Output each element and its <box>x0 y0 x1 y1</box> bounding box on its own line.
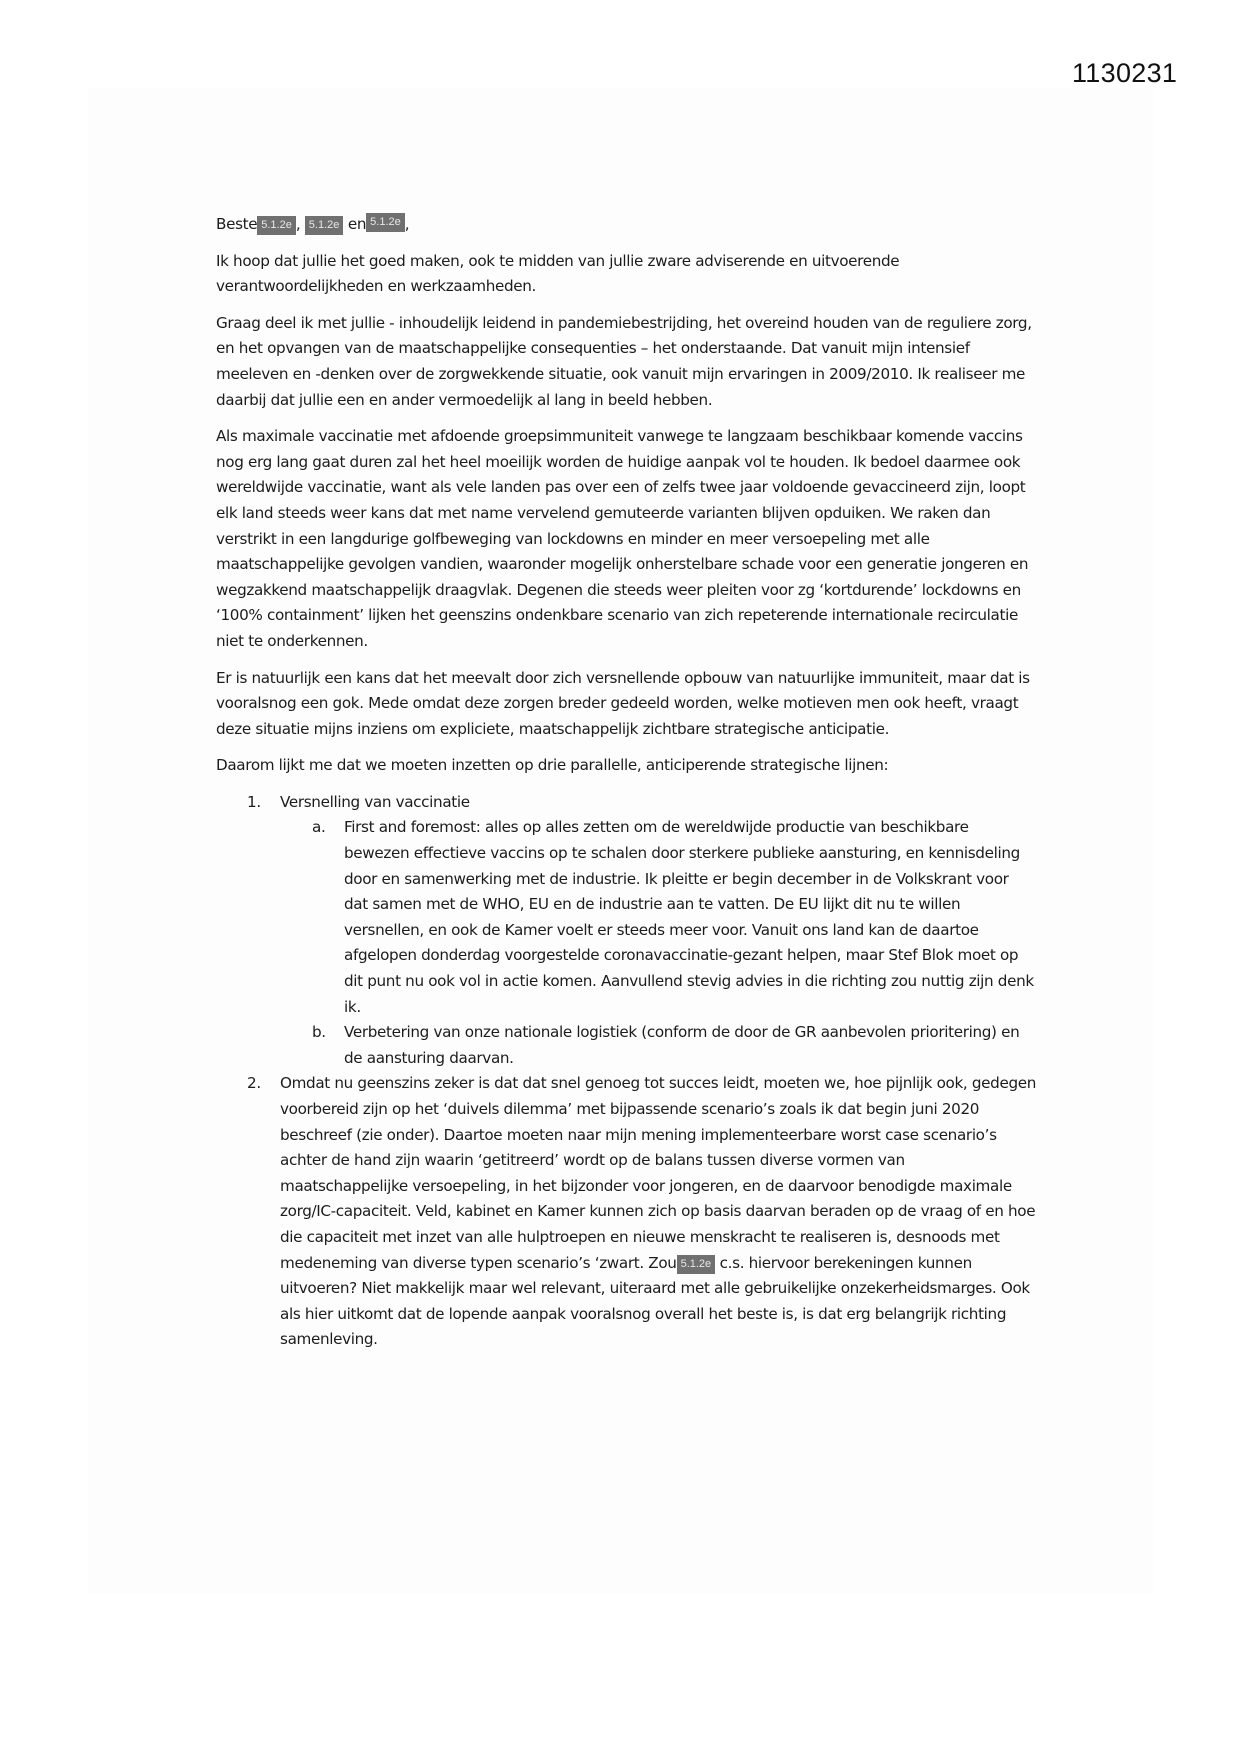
salutation-end: , <box>404 215 410 233</box>
list-item <box>216 1071 1036 1353</box>
paragraph: Daarom lijkt me dat we moeten inzetten op drie parallelle, anticiperende strategische lijnen: <box>216 756 889 775</box>
salutation-separator: , <box>295 215 301 233</box>
letter-body <box>216 212 1036 1353</box>
sub-list-item <box>280 1020 1036 1071</box>
paragraph: Als maximale vaccinatie met afdoende groepsimmuniteit vanwege te langzaam beschikbaar komende vaccins nog erg lang gaat duren zal het heel moeilijk worden de huidige aanpak vol te houden. Ik bedoel daarmee ook wereldwijde vaccinatie, want als vele landen pas over een of zelfs twee jaar voldoende gevaccineerd zijn, loopt elk land steeds weer kans dat met name vervelend gemuteerde varianten blijven opduiken. We raken dan verstrikt in een langdurige golfbeweging van lockdowns en minder en meer versoepeling met alle maatschappelijke gevolgen vandien, waaronder mogelijk onherstelbare schade voor een generatie jongeren en wegzakkend maatschappelijk draagvlak. Degenen die steeds weer pleiten voor zg ‘kortdurende’ lockdowns en ‘100% containment’ lijken het geenszins ondenkbare scenario van zich repeterende internationale recirculatie niet te onderkennen. <box>216 427 1029 650</box>
list-text-before: Omdat nu geenszins zeker is dat dat snel genoeg tot succes leidt, moeten we, hoe pijnlijk ook, gedegen voorbereid zijn op het ‘duivels dilemma’ met bijpassende scenario’s zoals ik dat begin juni 2020 beschreef (zie onder). Daartoe moeten naar mijn mening implementeerbare worst case scenario’s achter de hand zijn waarin ‘getitreerd’ wordt op de balans tussen diverse vormen van maatschappelijke versoepeling, in het bijzonder voor jongeren, en de daarvoor benodigde maximale zorg/IC-capaciteit. Veld, kabinet en Kamer kunnen zich op basis daarvan beraden op de vraag of en hoe die capaciteit met inzet van alle hulptroepen en nieuwe menskracht te realiseren is, desnoods met medeneming van diverse typen scenario’s ‘zwart. Zou <box>280 1074 1037 1272</box>
strategy-list <box>216 790 1036 1353</box>
redaction-box: 5.1.2e <box>305 216 344 235</box>
salutation <box>216 212 1036 238</box>
salutation-prefix: Beste <box>216 215 258 233</box>
document-id: 1130231 <box>1072 58 1178 88</box>
list-number: 2. <box>247 1074 261 1093</box>
redaction-box: 5.1.2e <box>366 213 405 232</box>
redaction-box: 5.1.2e <box>257 216 296 235</box>
paragraph: Ik hoop dat jullie het goed maken, ook te midden van jullie zware adviserende en uitvoerende verantwoordelijkheden en werkzaamheden. <box>216 251 900 296</box>
sub-list-text: Verbetering van onze nationale logistiek (conform de door de GR aanbevolen prioritering) en de aansturing daarvan. <box>344 1023 1020 1067</box>
list-letter: b. <box>312 1023 326 1042</box>
paragraph: Graag deel ik met jullie - inhoudelijk leidend in pandemiebestrijding, het overeind houden van de reguliere zorg, en het opvangen van de maatschappelijke consequenties – het onderstaande. Dat vanuit mijn intensief meeleven en -denken over de zorgwekkende situatie, ook vanuit mijn ervaringen in 2009/2010. Ik realiseer me daarbij dat jullie een en ander vermoedelijk al lang in beeld hebben. <box>216 313 1032 409</box>
list-number: 1. <box>247 792 261 811</box>
list-item-title: Versnelling van vaccinatie <box>280 792 470 811</box>
list-item-text <box>280 1071 1036 1353</box>
sub-list-text: First and foremost: alles op alles zetten om de wereldwijde productie van beschikbare bewezen effectieve vaccins op te schalen door sterkere publieke aansturing, en kennisdeling door en samenwerking met de industrie. Ik pleitte er begin december in de Volkskrant voor dat samen met de WHO, EU en de industrie aan te vatten. De EU lijkt dit nu te willen versnellen, en ook de Kamer voelt er steeds meer voor. Vanuit ons land kan de daartoe afgelopen donderdag voorgestelde coronavaccinatie-gezant helpen, maar Stef Blok moet op dit punt nu ook vol in actie komen. Aanvullend stevig advies in die richting zou nuttig zijn denk ik. <box>344 818 1034 1016</box>
redaction-box: 5.1.2e <box>677 1255 716 1274</box>
list-item <box>216 790 1036 1072</box>
paragraph: Er is natuurlijk een kans dat het meevalt door zich versnellende opbouw van natuurlijke immuniteit, maar dat is vooralsnog een gok. Mede omdat deze zorgen breder gedeeld worden, welke motieven men ook heeft, vraagt deze situatie mijns inziens om expliciete, maatschappelijk zichtbare strategische anticipatie. <box>216 668 1030 738</box>
list-letter: a. <box>312 818 326 837</box>
sub-list <box>280 815 1036 1071</box>
list-text-after: c.s. hiervoor berekeningen kunnen uitvoeren? Niet makkelijk maar wel relevant, uiteraard met alle gebruikelijke onzekerheidsmarges. Ook als hier uitkomt dat de lopende aanpak vooralsnog overall het beste is, is dat erg belangrijk richting samenleving. <box>280 1253 1030 1349</box>
salutation-conjunction: en <box>347 215 367 233</box>
sub-list-item <box>280 815 1036 1020</box>
